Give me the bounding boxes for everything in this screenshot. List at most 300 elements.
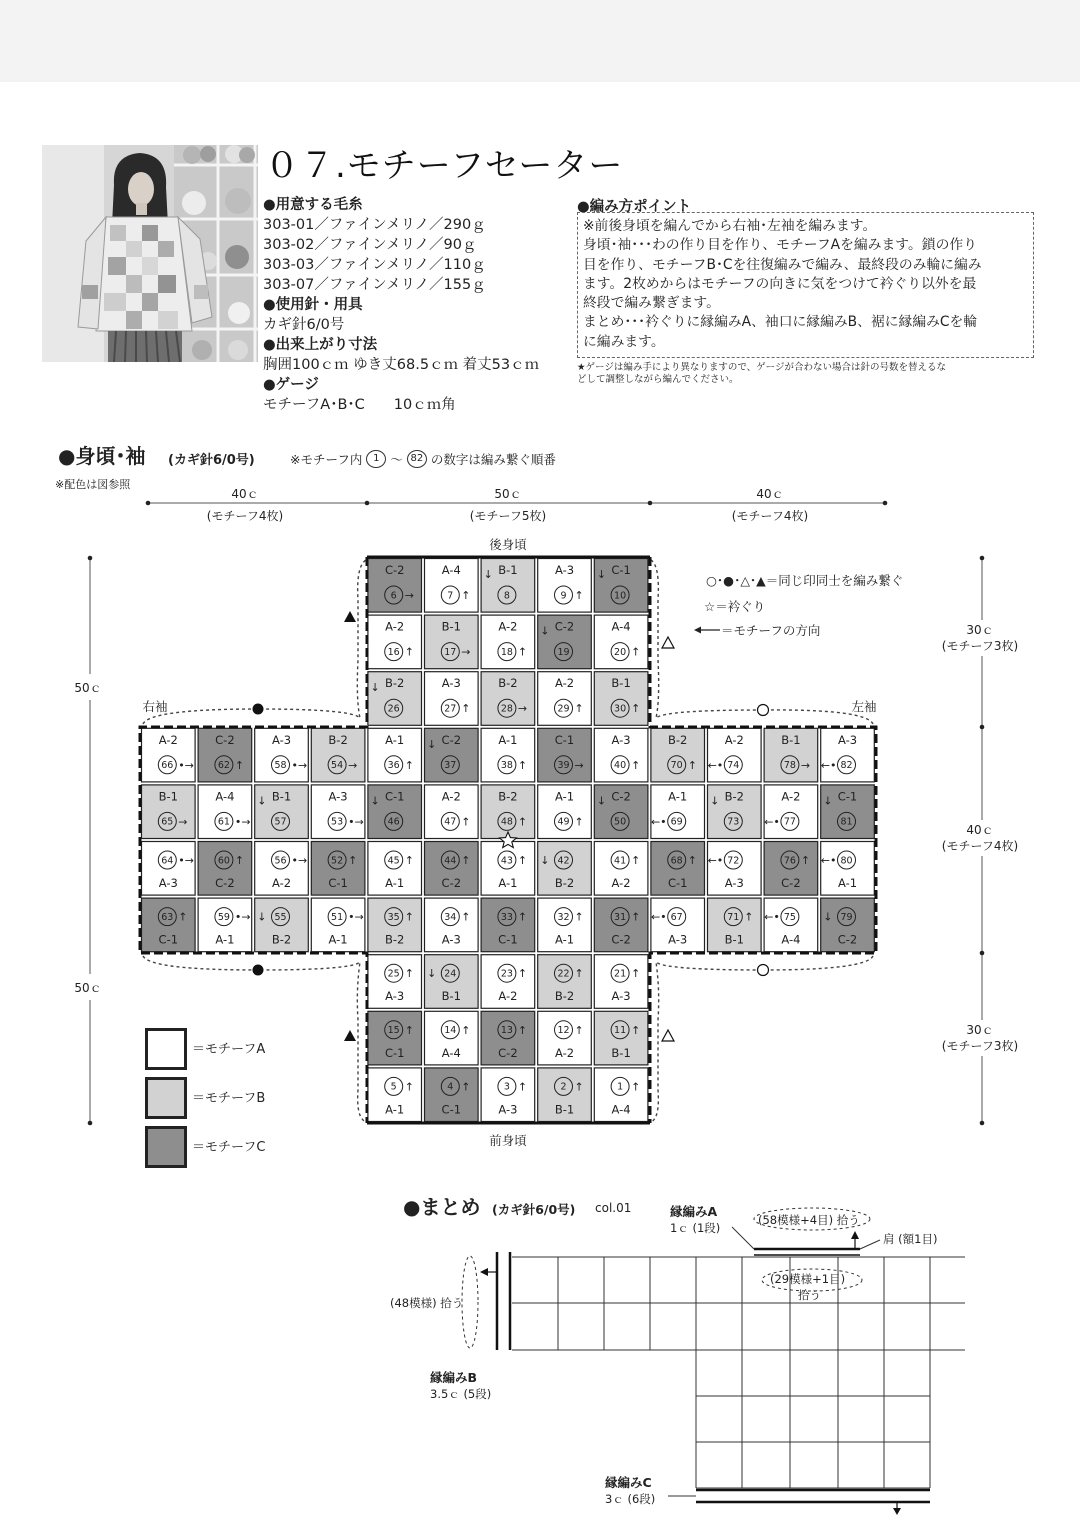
- motif-cell: [368, 1068, 422, 1122]
- order-number: 30: [614, 703, 627, 715]
- right-sleeve-label: 右袖: [142, 699, 168, 714]
- motif-code: B-2: [328, 732, 348, 747]
- motif-b-label: ＝モチーフB: [192, 1091, 266, 1106]
- motif-cell: [594, 672, 648, 726]
- direction-arrow-icon: ↑: [461, 815, 471, 829]
- direction-arrow-icon: ↓: [540, 854, 550, 867]
- motif-cell: [538, 615, 592, 669]
- direction-arrow-icon: →: [574, 758, 584, 772]
- direction-arrow-icon: ↑: [517, 815, 528, 829]
- order-number: 50: [614, 816, 627, 828]
- motif-cell: [708, 898, 762, 952]
- motif-code: A-3: [441, 932, 461, 947]
- motif-cell: [425, 559, 479, 613]
- dim-size: 50ｃ: [494, 487, 522, 501]
- motif-cell: [368, 898, 422, 952]
- motif-code: A-2: [271, 876, 292, 890]
- direction-arrow-icon: ↑: [461, 854, 471, 867]
- order-number: 27: [444, 703, 457, 715]
- direction-arrow-icon: ↑: [574, 1023, 584, 1037]
- pickup-front-label2: 拾う: [798, 1288, 821, 1302]
- symbol-legend: [694, 573, 903, 638]
- dim-size: 50ｃ: [74, 981, 102, 995]
- motif-code: A-4: [611, 1102, 631, 1117]
- motif-code: A-3: [441, 676, 461, 691]
- motif-cell: [425, 728, 479, 782]
- motif-code: C-2: [837, 932, 858, 947]
- motif-code: A-2: [158, 732, 178, 747]
- direction-arrow-icon: ←•: [820, 758, 837, 772]
- gauge-text: モチーフA･B･C 10ｃｍ角: [263, 397, 456, 413]
- direction-arrow-icon: →: [800, 758, 811, 772]
- motif-cell: [368, 728, 422, 782]
- motif-cell: [481, 955, 535, 1009]
- order-number: 69: [670, 816, 683, 828]
- order-number: 34: [444, 911, 457, 923]
- motif-code: A-1: [554, 932, 575, 947]
- order-note-last: 82: [407, 450, 427, 468]
- direction-arrow-icon: ↑: [461, 910, 471, 924]
- order-number: 19: [557, 646, 570, 658]
- motif-cell: [311, 842, 365, 896]
- finishing-color: col.01: [595, 1201, 632, 1215]
- motif-cell: [594, 615, 648, 669]
- direction-arrow-icon: ↑: [517, 967, 528, 981]
- order-number: 58: [274, 760, 287, 772]
- order-number: 20: [614, 646, 627, 658]
- direction-arrow-icon: ↑: [404, 854, 414, 867]
- order-number: 10: [614, 590, 627, 602]
- edge-b-label: 縁編みB: [430, 1370, 478, 1385]
- dim-size: 30ｃ: [966, 623, 994, 637]
- motif-cell: [425, 842, 479, 896]
- motif-code: B-2: [498, 676, 518, 691]
- order-number: 57: [274, 816, 287, 828]
- motif-cell: [538, 728, 592, 782]
- motif-code: A-1: [385, 876, 405, 890]
- direction-arrow-icon: ←•: [707, 854, 724, 867]
- width-dimension: [146, 487, 888, 523]
- motif-code: C-2: [215, 732, 235, 747]
- direction-arrow-icon: •→: [348, 815, 364, 829]
- order-number: 80: [840, 855, 853, 867]
- motif-a-swatch: [145, 1028, 187, 1070]
- motif-code: B-1: [554, 1102, 575, 1117]
- direction-arrow-icon: ↓: [370, 794, 380, 808]
- motif-cell: [651, 785, 705, 839]
- motif-code: B-2: [385, 932, 405, 947]
- motif-code: A-3: [271, 732, 292, 747]
- order-number: 63: [161, 911, 174, 923]
- motif-cell: [481, 672, 535, 726]
- motif-cell: [481, 842, 535, 896]
- motif-cell: [594, 785, 648, 839]
- motif-cell: [594, 1068, 648, 1122]
- points-line: 終段で編み繋ぎます。: [583, 295, 720, 312]
- direction-arrow-icon: ↓: [370, 681, 380, 695]
- motif-cell: [481, 615, 535, 669]
- motif-code: B-2: [724, 789, 744, 804]
- motif-cell: [255, 842, 309, 896]
- body-section-heading: ●身頃･袖: [58, 444, 146, 468]
- motif-cell: [708, 785, 762, 839]
- pickup-a-label: (58模様+4目) 拾う: [758, 1213, 860, 1227]
- order-number: 52: [331, 855, 344, 867]
- order-number: 43: [500, 855, 513, 867]
- dim-count: (モチーフ3枚): [941, 639, 1019, 653]
- legend-join-marks: ○･●･△･▲＝同じ印同士を編み繋ぐ: [706, 573, 904, 588]
- direction-arrow-icon: ↓: [823, 794, 833, 808]
- order-number: 47: [444, 816, 457, 828]
- motif-cell: [255, 898, 309, 952]
- motif-code: B-1: [781, 732, 801, 747]
- motif-code: B-2: [554, 989, 575, 1004]
- motif-cell: [821, 898, 875, 952]
- motif-cell: [368, 842, 422, 896]
- motif-code: A-3: [158, 876, 178, 890]
- order-number: 26: [387, 703, 400, 715]
- order-number: 16: [387, 646, 400, 658]
- direction-arrow-icon: ↓: [596, 794, 607, 808]
- order-number: 61: [217, 816, 230, 828]
- motif-b-swatch: [145, 1077, 187, 1119]
- motif-cell: [425, 955, 479, 1009]
- order-number: 48: [500, 816, 513, 828]
- motif-code: A-2: [724, 732, 744, 747]
- motif-cell: [481, 1068, 535, 1122]
- dim-count: (モチーフ4枚): [731, 509, 809, 523]
- order-number: 36: [387, 760, 400, 772]
- motif-cell: [425, 1068, 479, 1122]
- direction-arrow-icon: ↑: [404, 1023, 414, 1037]
- edge-c-size: 3ｃ (6段): [605, 1492, 656, 1506]
- motif-code: A-3: [385, 989, 405, 1004]
- motif-code: C-1: [611, 563, 631, 577]
- color-note: ※配色は図参照: [55, 478, 131, 491]
- direction-arrow-icon: ↑: [404, 1080, 414, 1094]
- motif-cell: [764, 898, 818, 952]
- points-line: ※前後身頃を編んでから右袖･左袖を編みます。: [583, 218, 877, 234]
- order-number: 67: [670, 911, 683, 923]
- direction-arrow-icon: ↓: [596, 568, 607, 581]
- order-number: 42: [557, 855, 570, 867]
- dim-count: (モチーフ3枚): [941, 1039, 1019, 1053]
- motif-code: A-2: [554, 676, 575, 691]
- points-line: 身頃･袖･･･わの作り目を作り、モチーフAを編みます。鎖の作り: [583, 237, 977, 254]
- direction-arrow-icon: •→: [178, 854, 195, 867]
- order-number: 15: [387, 1025, 400, 1037]
- motif-code: C-2: [781, 876, 801, 890]
- yarn-line: 303-07／ファインメリノ／155ｇ: [263, 277, 486, 293]
- filled-circle-marker-icon: [253, 965, 264, 976]
- motif-code: C-2: [441, 732, 462, 747]
- yarn-line: 303-02／ファインメリノ／90ｇ: [263, 237, 477, 253]
- motif-code: B-1: [611, 1045, 631, 1060]
- order-number: 39: [557, 760, 570, 772]
- motif-cell: [538, 842, 592, 896]
- direction-arrow-icon: ↑: [404, 910, 414, 924]
- order-number: 72: [727, 855, 740, 867]
- direction-arrow-icon: ↑: [517, 758, 528, 772]
- motif-code: C-1: [384, 1045, 405, 1060]
- motif-code: B-1: [611, 676, 631, 691]
- motif-cell: [764, 842, 818, 896]
- direction-arrow-icon: ↑: [348, 854, 358, 867]
- motif-cell: [368, 672, 422, 726]
- right-height-dimension: [935, 556, 1027, 1126]
- size-heading: ●出来上がり寸法: [263, 337, 378, 353]
- order-number: 44: [444, 855, 457, 867]
- motif-cell: [142, 898, 196, 952]
- motif-cell: [425, 615, 479, 669]
- motif-code: A-3: [837, 732, 858, 747]
- direction-arrow-icon: ↑: [461, 702, 471, 716]
- motif-code: A-4: [441, 1045, 461, 1060]
- direction-arrow-icon: →: [517, 702, 528, 716]
- motif-code: A-1: [215, 932, 235, 947]
- motif-code: C-2: [441, 876, 462, 890]
- direction-arrow-icon: ↑: [234, 758, 245, 772]
- open-circle-marker-icon: [758, 965, 769, 976]
- motif-cell: [198, 842, 252, 896]
- motif-cell: [538, 898, 592, 952]
- motif-code: A-2: [385, 619, 405, 634]
- edge-b-size: 3.5ｃ (5段): [430, 1387, 492, 1401]
- direction-arrow-icon: ↑: [404, 645, 414, 659]
- motif-code: C-1: [328, 876, 348, 890]
- page-title: ０７.モチーフセーター: [265, 146, 624, 186]
- motif-cell: [481, 559, 535, 613]
- direction-arrow-icon: ↑: [517, 645, 528, 659]
- order-number: 68: [670, 855, 683, 867]
- motif-cell: [368, 1011, 422, 1065]
- motif-code: B-1: [724, 932, 744, 947]
- motif-cell: [142, 728, 196, 782]
- motif-code: A-1: [837, 876, 858, 890]
- motif-cell: [594, 955, 648, 1009]
- left-sleeve-label: 左袖: [851, 699, 877, 714]
- direction-arrow-icon: •→: [234, 815, 251, 829]
- order-number: 49: [557, 816, 570, 828]
- motif-code: A-3: [554, 563, 575, 577]
- direction-arrow-icon: ↑: [631, 967, 641, 981]
- points-line: まとめ･･･衿ぐりに縁編みA、袖口に縁編みB、裾に縁編みCを輪: [583, 314, 978, 331]
- pickup-front-label: (29模様+1目): [770, 1272, 846, 1286]
- direction-arrow-icon: ↑: [574, 589, 584, 602]
- order-note-prefix: ※モチーフ内: [290, 452, 363, 467]
- direction-arrow-icon: ↑: [461, 589, 471, 602]
- order-number: 64: [161, 855, 174, 867]
- order-number: 79: [840, 911, 853, 923]
- motif-cell: [425, 672, 479, 726]
- motif-cell: [425, 785, 479, 839]
- motif-code: B-1: [441, 989, 461, 1004]
- motif-cell: [708, 842, 762, 896]
- direction-arrow-icon: ↑: [631, 758, 641, 772]
- motif-cell: [821, 728, 875, 782]
- order-number: 22: [557, 968, 570, 980]
- legend-direction: ＝モチーフの方向: [721, 623, 821, 638]
- order-number: 18: [500, 646, 513, 658]
- dim-size: 30ｃ: [966, 1023, 994, 1037]
- motif-cell: [708, 728, 762, 782]
- points-line: 目を作り、モチーフB･Cを往復編みで編み、最終段のみ輪に編み: [583, 256, 982, 273]
- order-number: 55: [274, 911, 287, 923]
- direction-arrow-icon: •→: [178, 758, 195, 772]
- direction-arrow-icon: ↑: [574, 702, 584, 716]
- motif-cell: [538, 1011, 592, 1065]
- motif-code: C-2: [611, 789, 631, 804]
- motif-cell: [142, 785, 196, 839]
- motif-code: A-3: [498, 1102, 518, 1117]
- direction-arrow-icon: ←•: [764, 910, 780, 924]
- motif-code: C-1: [498, 932, 518, 947]
- order-number: 45: [387, 855, 400, 867]
- finishing-diagram: [462, 1208, 965, 1511]
- motif-cell: [538, 1068, 592, 1122]
- motif-code: A-4: [215, 789, 235, 804]
- order-number: 59: [217, 911, 230, 923]
- order-number: 40: [614, 760, 627, 772]
- motif-code: A-1: [385, 1102, 405, 1117]
- direction-arrow-icon: ↓: [823, 910, 833, 924]
- order-number: 66: [161, 760, 174, 772]
- order-number: 38: [500, 760, 513, 772]
- body-section-needle: (カギ針6/0号): [168, 453, 255, 468]
- motif-code: A-1: [668, 789, 688, 804]
- motif-cell: [594, 842, 648, 896]
- order-number: 12: [557, 1025, 570, 1037]
- arrow-up-icon: [851, 1231, 859, 1239]
- motif-cell: [538, 672, 592, 726]
- motif-cell: [594, 559, 648, 613]
- tools-heading: ●使用針・用具: [263, 297, 363, 313]
- motif-code: B-2: [668, 732, 688, 747]
- size-text: 胸囲100ｃｍ ゆき丈68.5ｃｍ 着丈53ｃｍ: [263, 357, 540, 373]
- dim-count: (モチーフ5枚): [469, 509, 547, 523]
- motif-cell: [311, 898, 365, 952]
- dim-size: 40ｃ: [756, 487, 784, 501]
- order-number: 56: [274, 855, 287, 867]
- order-number: 21: [614, 968, 627, 980]
- order-number: 62: [217, 760, 230, 772]
- order-number: 75: [783, 911, 796, 923]
- order-note-first: 1: [366, 450, 386, 468]
- direction-arrow-icon: ↑: [631, 854, 641, 867]
- motif-cell: [198, 898, 252, 952]
- motif-cell: [538, 559, 592, 613]
- dim-count: (モチーフ4枚): [941, 839, 1019, 853]
- filled-triangle-marker-icon: [344, 1030, 356, 1041]
- order-number: 65: [161, 816, 174, 828]
- yarn-line: 303-01／ファインメリノ／290ｇ: [263, 217, 486, 233]
- filled-circle-marker-icon: [253, 704, 264, 715]
- direction-arrow-icon: ↓: [257, 910, 267, 924]
- order-number: 78: [783, 760, 796, 772]
- direction-arrow-icon: ↑: [517, 1023, 528, 1037]
- direction-arrow-icon: ↑: [687, 854, 697, 867]
- order-number: 82: [840, 760, 853, 772]
- order-number: 17: [444, 646, 457, 658]
- motif-code: B-2: [498, 789, 518, 804]
- order-number: 54: [331, 760, 344, 772]
- open-triangle-marker-icon: [662, 1030, 674, 1041]
- direction-arrow-icon: ←•: [650, 910, 667, 924]
- motif-code: C-2: [384, 563, 405, 577]
- direction-arrow-icon: →: [348, 758, 358, 772]
- arrow-down-icon: [893, 1508, 901, 1515]
- direction-arrow-icon: ↑: [517, 1080, 528, 1094]
- motif-c-swatch: [145, 1126, 187, 1168]
- order-number: 60: [217, 855, 230, 867]
- direction-arrow-icon: ↑: [461, 1023, 471, 1037]
- order-number: 71: [727, 911, 740, 923]
- motif-code: A-4: [441, 563, 461, 577]
- direction-arrow-icon: ←•: [707, 758, 724, 772]
- gauge-note-line: ★ゲージは編み手により異なりますので、ゲージが合わない場合は針の号数を替えるな: [577, 362, 946, 373]
- order-number: 11: [614, 1025, 627, 1037]
- motif-code: A-1: [328, 932, 348, 947]
- motif-code: C-1: [441, 1102, 462, 1117]
- direction-arrow-icon: •→: [234, 910, 251, 924]
- order-number: 5: [390, 1081, 397, 1093]
- points-line: ます。2枚めからはモチーフの向きに気をつけて衿ぐり以外を最: [583, 275, 977, 292]
- direction-arrow-icon: ↓: [427, 967, 437, 981]
- direction-arrow-icon: ↓: [257, 794, 267, 808]
- motif-code: A-1: [498, 732, 518, 747]
- motif-cell: [311, 728, 365, 782]
- order-number: 25: [387, 968, 400, 980]
- motif-cell: [142, 842, 196, 896]
- direction-arrow-icon: ↑: [631, 1080, 641, 1094]
- motif-code: A-3: [328, 789, 348, 804]
- open-triangle-marker-icon: [662, 637, 674, 648]
- direction-arrow-icon: ↑: [687, 758, 697, 772]
- motif-cell: [594, 1011, 648, 1065]
- motif-code: B-2: [385, 676, 405, 691]
- direction-arrow-icon: ↑: [404, 758, 414, 772]
- order-note-tilde: ～: [390, 452, 403, 467]
- order-number: 6: [390, 590, 397, 602]
- order-note-suffix: の数字は編み繋ぐ順番: [430, 452, 556, 467]
- direction-arrow-icon: ↑: [631, 645, 641, 659]
- legend-neckline: ☆＝衿ぐり: [704, 599, 766, 614]
- gauge-heading: ●ゲージ: [263, 377, 319, 393]
- motif-cell: [481, 728, 535, 782]
- motif-code: A-3: [611, 989, 631, 1004]
- direction-arrow-icon: ↑: [178, 910, 188, 924]
- motif-cell: [538, 785, 592, 839]
- direction-arrow-icon: ↓: [540, 624, 550, 638]
- left-height-dimension: [74, 556, 101, 1126]
- motif-cell: [198, 785, 252, 839]
- order-number: 77: [783, 816, 796, 828]
- motif-cell: [368, 615, 422, 669]
- shoulder-label: 肩 (額1目): [883, 1232, 938, 1246]
- motif-code: A-1: [554, 789, 575, 804]
- motif-code: B-1: [271, 789, 292, 804]
- order-number: 31: [614, 911, 627, 923]
- order-number: 8: [503, 590, 510, 602]
- filled-triangle-marker-icon: [344, 611, 356, 622]
- motif-cell: [594, 898, 648, 952]
- order-number: 73: [727, 816, 740, 828]
- direction-arrow-icon: ↑: [744, 910, 754, 924]
- motif-cell: [425, 1011, 479, 1065]
- motif-cell: [255, 728, 309, 782]
- direction-arrow-icon: ↓: [483, 568, 493, 581]
- yarn-line: 303-03／ファインメリノ／110ｇ: [263, 257, 486, 273]
